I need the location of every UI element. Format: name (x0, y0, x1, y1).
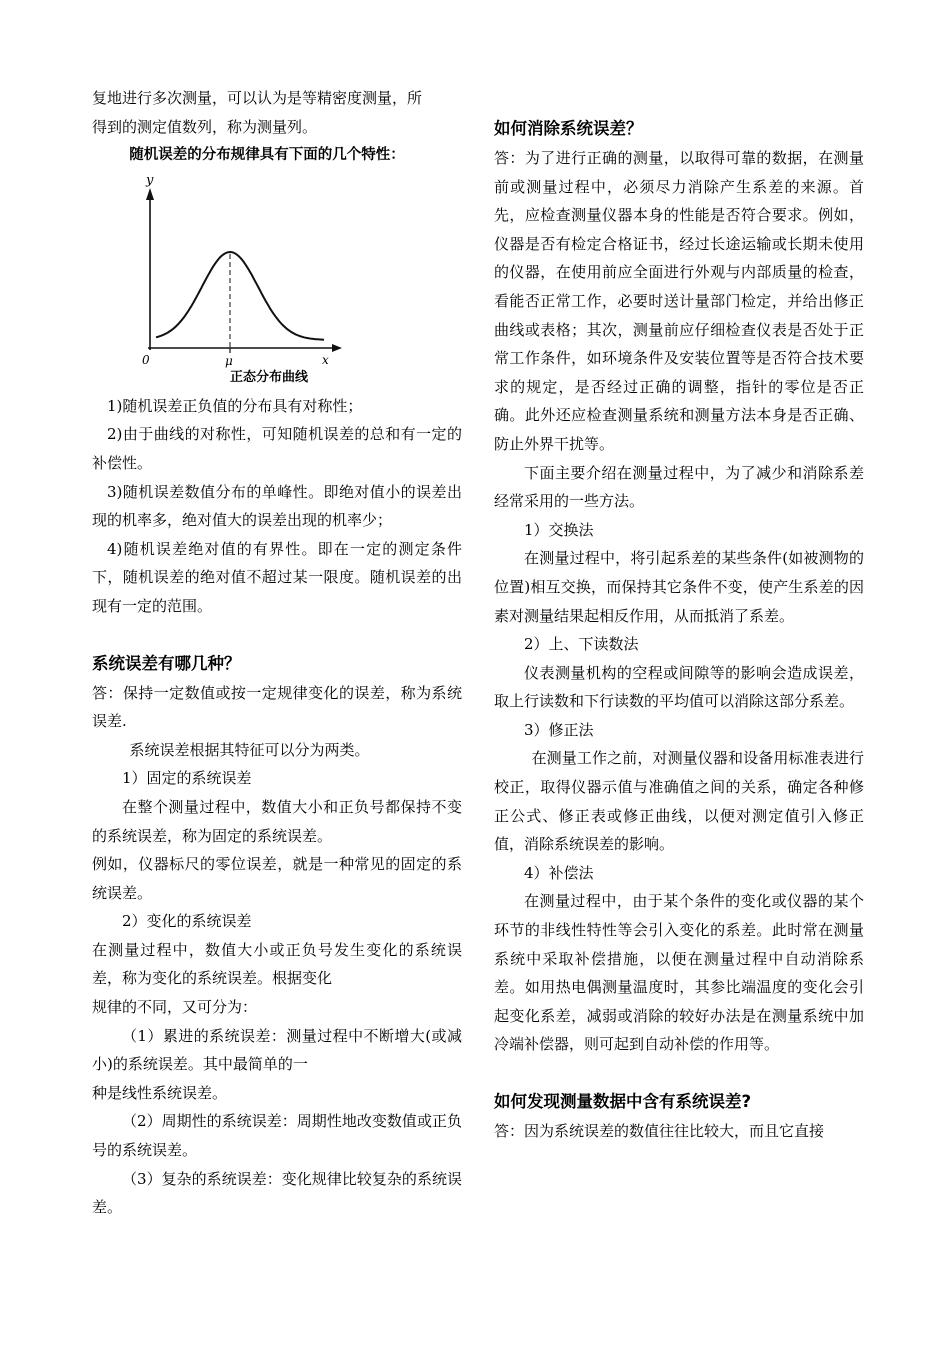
variable-error-type-1b: 种是线性系统误差。 (92, 1083, 228, 1102)
x-axis-arrow (332, 344, 342, 352)
normal-curve (156, 252, 324, 340)
y-axis-arrow (146, 188, 154, 200)
system-error-answer: 答：保持一定数值或按一定规律变化的误差，称为系统误差. (92, 683, 462, 731)
section-title-eliminate-system-error: 如何消除系统误差？ (494, 119, 643, 138)
origin-label: 0 (142, 352, 150, 367)
x-axis-label: x (322, 352, 329, 367)
variable-error-title: 2）变化的系统误差 (122, 912, 252, 931)
mu-label: μ (225, 353, 233, 368)
fixed-error-body: 在整个测量过程中，数值大小和正负号都保持不变的系统误差，称为固定的系统误差。 (92, 797, 462, 845)
intro-line-1: 复地进行多次测量，可以认为是等精密度测量，所 (92, 89, 423, 107)
fixed-error-title: 1）固定的系统误差 (122, 769, 252, 788)
detect-answer: 答：因为系统误差的数值往往比较大，而且它直接 (494, 1122, 825, 1140)
variable-error-body-1: 在测量过程中，数值大小或正负号发生变化的系统误差，称为变化的系统误差。根据变化 (92, 940, 462, 988)
variable-error-body-2: 规律的不同，又可分为： (92, 998, 258, 1017)
variable-error-type-2: （2）周期性的系统误差：周期性地改变数值或正负号的系统误差。 (92, 1112, 462, 1160)
method-3-title: 3）修正法 (524, 720, 594, 739)
normal-curve-diagram (130, 172, 350, 372)
property-2: 2)由于曲线的对称性，可知随机误差的总和有一定的补偿性。 (92, 425, 462, 472)
method-4-title: 4）补偿法 (524, 863, 594, 882)
method-1-body: 在测量过程中，将引起系差的某些条件(如被测物的位置)相互交换，而保持其它条件不变，使产生系差的因素对测量结果起相反作用，从而抵消了系差。 (494, 549, 864, 625)
method-3-body: 在测量工作之前，对测量仪器和设备用标准表进行校正，取得仪器示值与准确值之间的关系，确定各种修正公式、修正表或修正曲线，以便对测定值引入修正值，消除系统误差的影响。 (494, 749, 864, 854)
method-4-body: 在测量过程中，由于某个条件的变化或仪器的某个环节的非线性特性等会引入变化的系差。此时常在测量系统中采取补偿措施，以便在测量过程中自动消除系差。如用热电偶测量温度时，其参比端温度的变化会引起变化系差，减弱或消除的较好办法是在测量系统中加冷端补偿器，则可起到自动补偿的作用等。 (494, 892, 864, 1054)
normal-distribution-figure (130, 172, 350, 392)
property-1: 1)随机误差正负值的分布具有对称性； (107, 396, 363, 415)
section-title-system-error-types: 系统误差有哪几种？ (92, 653, 241, 673)
variable-error-type-3: （3）复杂的系统误差：变化规律比较复杂的系统误差。 (92, 1169, 462, 1217)
system-error-classify: 系统误差根据其特征可以分为两类。 (129, 740, 370, 759)
intro-line-2: 得到的测定值数列，称为测量列。 (92, 117, 318, 136)
property-3: 3)随机误差数值分布的单峰性。即绝对值小的误差出现的机率多，绝对值大的误差出现的机率少； (92, 482, 462, 530)
left-column (92, 84, 462, 1222)
variable-error-type-1a: （1）累进的系统误差：测量过程中不断增大(或减小)的系统误差。其中最简单的一 (92, 1026, 462, 1074)
methods-intro: 下面主要介绍在测量过程中，为了减少和消除系差经常采用的一些方法。 (494, 463, 864, 511)
figure-caption: 正态分布曲线 (230, 369, 309, 385)
eliminate-answer: 答：为了进行正确的测量，以取得可靠的数据，在测量前或测量过程中，必须尽力消除产生系差的来源。首先，应检查测量仪器本身的性能是否符合要求。例如，仪器是否有检定合格证书，经过长途运输或长期未使用的仪器，在使用前应全面进行外观与内部质量的检查，看能否正常工作，必要时送计量部门检定，并给出修正曲线或表格；其次，测量前应仔细检查仪表是否处于正常工作条件，如环境条件及安装位置等是否符合技术要求的规定，是否经过正确的调整，指针的零位是否正确。此外还应检查测量系统和测量方法本身是否正确、防止外界干扰等。 (494, 149, 864, 453)
method-1-title: 1）交换法 (524, 520, 594, 539)
property-4: 4)随机误差绝对值的有界性。即在一定的测定条件下，随机误差的绝对值不超过某一限度。随机误差的出现有一定的范围。 (92, 539, 462, 615)
fixed-error-example: 例如，仪器标尺的零位误差，就是一种常见的固定的系统误差。 (92, 855, 462, 902)
y-axis-label: y (146, 172, 154, 188)
method-2-title: 2）上、下读数法 (524, 635, 639, 654)
right-column (494, 84, 864, 1146)
random-error-heading: 随机误差的分布规律具有下面的几个特性： (129, 146, 405, 164)
section-title-detect-system-error: 如何发现测量数据中含有系统误差? (494, 1092, 752, 1111)
method-2-body: 仪表测量机构的空程或间隙等的影响会造成误差，取上行读数和下行读数的平均值可以消除这部分系差。 (494, 663, 864, 711)
